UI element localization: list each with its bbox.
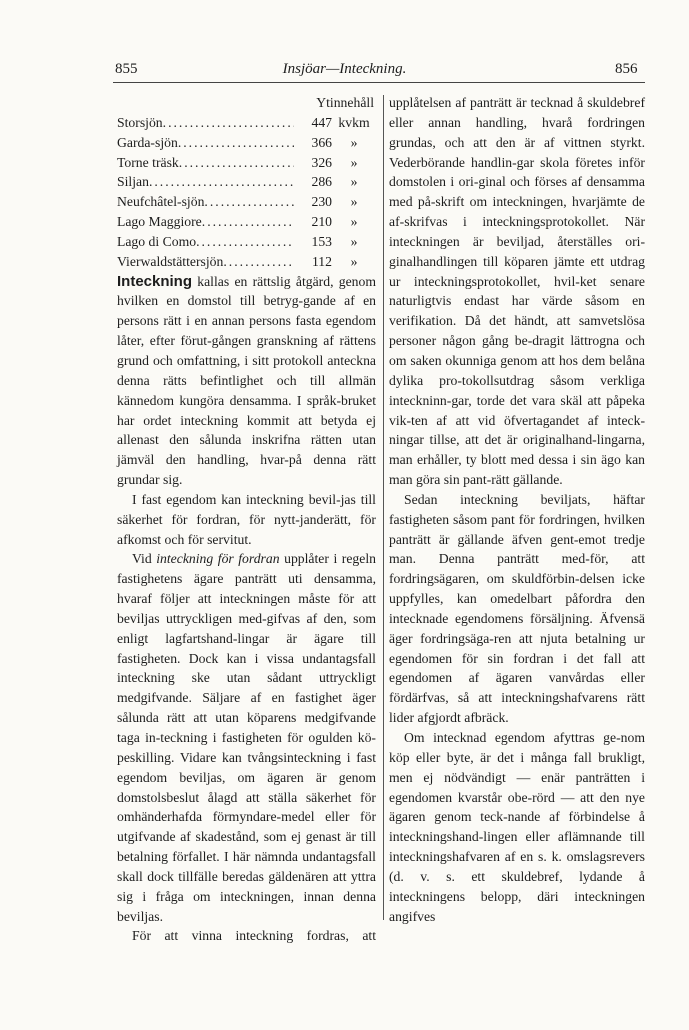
right-column <box>389 93 645 926</box>
area-unit: » <box>350 194 358 210</box>
table-row <box>117 252 376 272</box>
paragraph-types: I fast egendom kan inteckning bevil-jas till säkerhet för fordran, för nytt-janderätt, för afkomst och för servitut. <box>117 491 376 547</box>
table-row <box>117 113 376 133</box>
leader-dots <box>149 172 294 192</box>
lake-name: Vierwaldstättersjön <box>117 253 224 269</box>
area-unit: » <box>350 214 358 230</box>
lake-area-table <box>117 113 376 272</box>
area-unit: » <box>350 233 358 249</box>
paragraph-transfer: Om intecknad egendom afyttras ge-nom köp eller byte, är det i många fall brukligt, men ej nödvändigt — enär panträtten i egendomen kvarstår obe-rörd — att den nye ägaren genom teck-nande af förbindelse å inteckningshand-lingen eller aflämnande till inteckningshafvaren af en s. k. omslagsrevers (d. v. s. ett skuldebref, lydande å inteckningens belopp, däri inteckningen angifves <box>389 730 645 924</box>
lake-name: Garda-sjön <box>117 134 178 150</box>
paragraph-inteckning-definition <box>117 272 376 490</box>
italic-term: inteckning för fordran <box>156 551 280 567</box>
table-column-header: Ytinnehåll <box>316 95 374 110</box>
area-unit: kvkm <box>338 114 370 130</box>
lake-area: 210 <box>311 214 332 230</box>
page-number-right: 856 <box>615 61 638 77</box>
table-row <box>117 192 376 212</box>
lake-area: 153 <box>311 233 332 249</box>
leader-dots <box>204 192 294 212</box>
area-unit: » <box>350 174 358 190</box>
left-column <box>117 93 376 946</box>
table-row <box>117 133 376 153</box>
leader-dots <box>179 153 294 173</box>
lake-name: Lago Maggiore <box>117 214 202 230</box>
lake-area: 366 <box>311 134 332 150</box>
page-number-left: 855 <box>115 61 138 77</box>
lake-area: 326 <box>311 154 332 170</box>
paragraph-pant: Sedan inteckning beviljats, häftar fastigheten såsom pant för fordringen, hvilken panträtt är gällande äfven gent-emot tredje man. Denna panträtt med-för, att fordringsägaren, om skuldförbin-delsen icke uppfylles, kan omedelbart påfordra den intecknade egendomens försäljning. Äfvensä äger fordringsäga-ren att njuta betalning ur egendomen för sin fordran i det fall att egendomen af ägaren vanvårdas eller fördärfvas, så att inteckningshafvarens rätt lider afgjordt afbräck. <box>389 491 645 726</box>
leader-dots <box>202 212 294 232</box>
lake-area: 230 <box>311 194 332 210</box>
paragraph-fordran: Vid inteckning för fordran upplåter i regeln fastighetens ägare panträtt uti densamma, hvaraf följer att inteckningen måste för att beviljas uttryckligen med-gifvas af den, som enligt lagfartshand-lingar är ägare till fastigheten. Dock kan i vissa undantagsfall inteckning ske utan sådant uttryckligt medgifvande. Säljare af en fastighet äger sålunda rätt att utan köparens medgifvande taga in-teckning i fastigheten för ogulden kö-peskilling. Vidare kan tvångsinteckning i fast egendom beviljas, om ägaren är genom domstolsbeslut ålagd att ställa säkerhet för omhänderhafda förmyndare-medel eller för utgifvande af skadestånd, som ej genast är till betalning förfallet. I här nämnda undantagsfall skall dock tillfälle beredas gäldenären att yttra sig i fråga om inteckningen, innan denna beviljas. <box>117 551 376 924</box>
table-row <box>117 153 376 173</box>
lake-area: 286 <box>311 174 332 190</box>
header-rule <box>113 82 645 83</box>
entry-keyword: Inteckning <box>117 272 193 290</box>
lake-area: 112 <box>311 253 332 269</box>
leader-dots <box>196 232 294 252</box>
paragraph-continuation: upplåtelsen af panträtt är tecknad å skuldebref eller annan handling, hvarå fordringen grundas, och att den är af vittnen styrkt. Vederbörande handlin-gar skola företes inför domstolen i ori-ginal och förses af densamma med på-skrift om inteckningen, hvarjämte de af-skrifvas i inteckningsprotokollet. När inteckningen är beviljad, återställes ori-ginalhandlingen till köparen jämte ett utdrag ur inteckningsprotokollet, hvil-ket senare naturligtvis endast har värde såsom en verifikation. Då det händt, att samvetslösa personer någon gång be-dragit lättrogna och om saken okunniga genom att hos dem belåna dylika pro-tokollsutdrag såsom verkliga inteckninn-gar, torde det vara skäl att påpeka vik-ten af att vid öfvertagandet af inteck-ningar tillse, att det är originalhand-lingarna, man erhåller, ty blott med dessa i sin ägo kan man göra sin pant-rätt gällande. <box>389 95 645 488</box>
lake-name: Storsjön <box>117 114 163 130</box>
lake-name: Neufchâtel-sjön <box>117 194 205 210</box>
lake-name: Siljan <box>117 174 149 190</box>
column-divider <box>383 95 384 920</box>
area-unit: » <box>350 154 358 170</box>
paragraph-requirements-start: För att vinna inteckning fordras, att <box>132 928 376 944</box>
table-row <box>117 172 376 192</box>
leader-dots <box>178 133 294 153</box>
lake-name: Lago di Como <box>117 233 197 249</box>
area-unit: » <box>350 253 358 269</box>
table-row <box>117 212 376 232</box>
table-row <box>117 232 376 252</box>
running-title: Insjöar—Inteckning. <box>282 61 407 77</box>
leader-dots <box>223 252 294 272</box>
leader-dots <box>163 113 294 133</box>
paragraph-text: kallas en rättslig åtgärd, genom hvilken en domstol till betryg-gande af en persons rätt i en annan persons fasta egendom låter, efter förut-gången granskning af rättens grund och omfattning, i sitt protokoll anteckna denna rätts befintlighet och till allmän kännedom kungöra densamma. I språk-bruket har ordet inteckning kommit att betyda ej allenast den sålunda inskrifna rätten utan jämväl den handling, hvar-på denna rätt grundar sig. <box>117 273 376 488</box>
page-header <box>0 55 689 85</box>
lake-name: Torne träsk <box>117 154 179 170</box>
area-unit: » <box>350 134 358 150</box>
lake-area: 447 <box>311 114 332 130</box>
